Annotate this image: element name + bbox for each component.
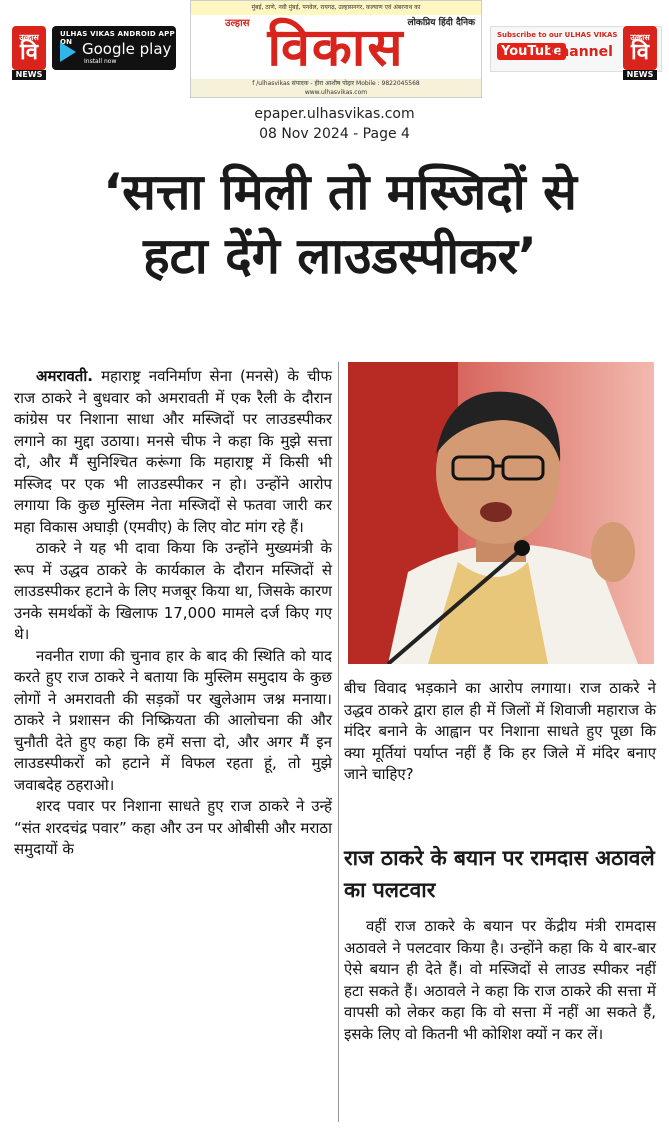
tagline: लोकप्रिय हिंदी दैनिक <box>407 18 475 28</box>
site-url[interactable]: epaper.ulhasvikas.com <box>254 106 415 122</box>
paragraph: अमरावती. महाराष्ट्र नवनिर्माण सेना (मनसे) के चीफ राज ठाकरे ने बुधवार को अमरावती में एक रैली के दौरान कांग्रेस पर निशाना साधा और मस्जिदों पर लाउडस्पीकर लगाने का मुद्दा उठाया। मनसे चीफ ने कहा कि मुझे सत्ता दो, और मैं सुनिश्चित करूंगा कि महाराष्ट्र में किसी भी मस्जिद पर एक भी लाउडस्पीकर न हो। उन्होंने आरोप लगाया कि कुछ मुस्लिम नेता मस्जिदों से फतवा जारी कर महा विकास अघाड़ी (एमवीए) के लिए वोट मांग रहे हैं। <box>14 367 332 536</box>
article-column-right-bottom <box>344 916 656 1045</box>
right-news-logo[interactable] <box>623 26 657 80</box>
article-column-left <box>14 366 332 861</box>
paragraph: शरद पवार पर निशाना साधते हुए राज ठाकरे ने उन्हें “संत शरदचंद्र पवार” कहा और उन पर ओबीसी और मराठा समुदायों के <box>14 797 332 858</box>
paragraph: बीच विवाद भड़काने का आरोप लगाया। राज ठाकरे ने उद्धव ठाकरे द्वारा हाल ही में जिलों में शिवाजी महाराज के मंदिर बनाने के आह्वान पर निशाना साधते हुए पूछा कि क्या मूर्तियां पर्याप्त नहीं हैं कि हर जिले में मंदिर बनाए जाने चाहिए? <box>344 679 656 783</box>
paragraph: नवनीत राणा की चुनाव हार के बाद की स्थिति को याद करते हुए राज ठाकरे ने बताया कि मुस्लिम समुदाय के कुछ लोगों ने अमरावती की सड़कों पर खुलेआम जश्न मनाया। ठाकरे ने प्रशासन की निष्क्रियता की आलोचना की और चुनौती देते हुए कहा कि हमें सत्ता दो, और अगर मैं इन लाउडस्पीकरों को हटाने में विफल रहता हूं, तो मुझे जवाबदेह ठहराओ। <box>14 646 332 794</box>
subheading: राज ठाकरे के बयान पर रामदास अठावले का पलटवार <box>344 846 655 902</box>
epaper-meta <box>0 104 669 144</box>
paragraph: ठाकरे ने यह भी दावा किया कि उन्होंने मुख्यमंत्री के रूप में उद्धव ठाकरे के कार्यकाल के दौरान मस्जिदों से लाउडस्पीकर हटाने के लिए मजबूर किया था, जिसके कारण उनके समर्थकों के खिलाफ 17,000 मामले दर्ज किए गए थे। <box>14 539 332 643</box>
article-headline: ‘सत्ता मिली तो मस्जिदों से हटा देंगे लाउडस्पीकर’ <box>103 163 577 285</box>
news-tag: NEWS <box>12 70 46 80</box>
article-column-right-top <box>344 678 656 786</box>
column-divider <box>338 362 339 1122</box>
masthead <box>0 0 669 100</box>
vikas-logo-icon: उल्हास वि <box>623 26 657 70</box>
youtube-subscribe-banner[interactable]: Subscribe to our ULHAS VIKAS YouTube Channel <box>490 26 662 72</box>
speaker-photo <box>348 362 654 664</box>
left-news-logo[interactable] <box>12 26 46 80</box>
brand-name: विकास <box>267 17 405 78</box>
coverage-strip: मुंबई, ठाणे, नवी मुंबई, पनवेल, रायगढ़, उल्हासनगर, कल्याण एवं अंबरनाथ का <box>191 1 481 15</box>
play-icon <box>60 42 76 62</box>
brand-prefix: उल्हास <box>225 18 250 29</box>
youtube-icon: YouTube <box>497 43 566 60</box>
news-tag: NEWS <box>623 70 657 80</box>
vikas-logo-icon: उल्हास वि <box>12 26 46 70</box>
dateline: अमरावती. <box>36 367 93 385</box>
google-play-badge[interactable]: ULHAS VIKAS ANDROID APP ON Google play Install now <box>52 26 176 70</box>
date-page: 08 Nov 2024 - Page 4 <box>259 126 410 142</box>
contact-strip: f /ulhasvikas संपादक - हीरा आशीष पोद्दार Mobile : 9822045568 www.ulhasvikas.com <box>191 79 481 97</box>
paragraph: वहीं राज ठाकरे के बयान पर केंद्रीय मंत्री रामदास अठावले ने पलटवार किया है। उन्होंने कहा कि ये बार-बार ऐसे बयान ही देते हैं। वो मस्जिदों से लाउड स्पीकर नहीं हटा सकते हैं। अठावले ने कहा कि राज ठाकरे की सत्ता में वापसी को लेकर कहा कि वो सत्ता में नहीं आ सकते हैं, इसके लिए वो कितनी भी कोशिश क्यों न कर लें। <box>344 917 656 1043</box>
newspaper-title <box>190 0 482 98</box>
